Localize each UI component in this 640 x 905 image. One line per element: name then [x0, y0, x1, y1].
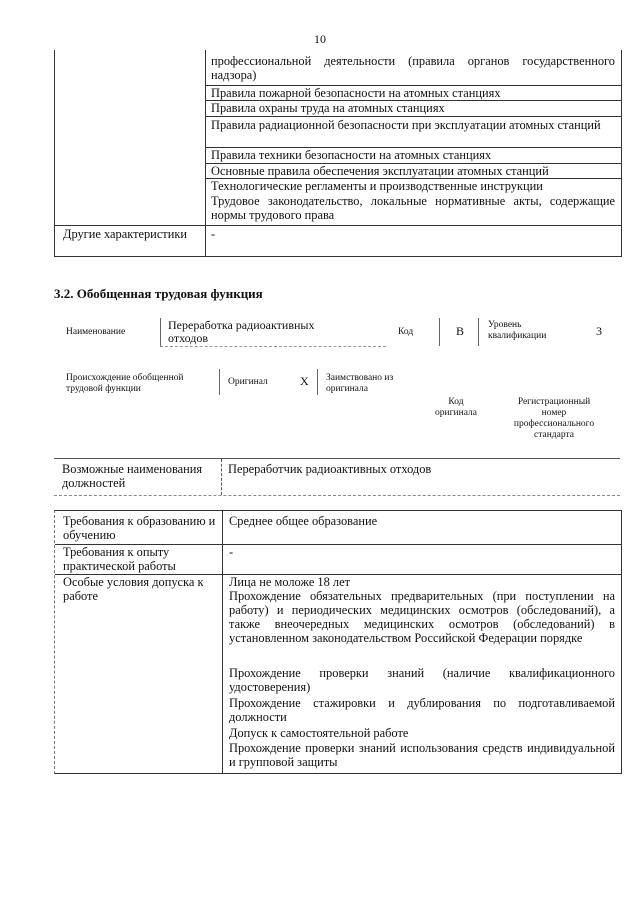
experience-value: - [229, 545, 234, 559]
education-label: Требования к образованию и обучению [63, 514, 216, 542]
original-mark: X [300, 374, 309, 388]
condition-item: Прохождение проверки знаний использования средств индивидуальной и групповой защиты [229, 741, 615, 769]
requirements-table [54, 510, 622, 774]
page-number: 10 [314, 32, 326, 46]
code-label: Код [398, 327, 414, 337]
original-code-label: Код оригинала [435, 397, 477, 418]
origin-label: Происхождение обобщенной трудовой функции [66, 373, 184, 394]
code-value: B [456, 324, 465, 338]
education-value: Среднее общее образование [229, 514, 378, 528]
table-row: Технологические регламенты и производственные инструкции [211, 179, 543, 193]
name-label: Наименование [66, 327, 126, 337]
knowledge-table [54, 50, 622, 257]
condition-item: Прохождение проверки знаний (наличие квалификационного удостоверения) [229, 666, 615, 694]
table-divider [222, 511, 223, 773]
table-row: Правила техники безопасности на атомных станциях [211, 148, 492, 162]
original-label: Оригинал [228, 377, 268, 387]
registration-number-label: Регистрационный номер профессионального стандарта [513, 397, 595, 440]
level-label: Уровень квалификации [488, 320, 547, 341]
condition-item: Лица не моложе 18 лет [229, 575, 351, 589]
table-row: Трудовое законодательство, локальные нормативные акты, содержащие нормы трудового права [211, 194, 615, 222]
positions-label: Возможные наименования должностей [62, 462, 203, 490]
table-row: Основные правила обеспечения эксплуатации атомных станций [211, 164, 549, 178]
level-value: 3 [596, 324, 602, 338]
other-characteristics-value: - [211, 227, 216, 241]
experience-label: Требования к опыту практической работы [63, 545, 176, 573]
table-row: профессиональной деятельности (правила органов государственного надзора) [211, 54, 615, 82]
table-row: Правила радиационной безопасности при эксплуатации атомных станций [211, 118, 601, 132]
other-characteristics-label: Другие характеристики [63, 227, 188, 241]
condition-item: Прохождение стажировки и дублирования по подготавливаемой должности [229, 696, 615, 724]
row-divider [205, 116, 621, 117]
positions-table [54, 458, 620, 496]
positions-value: Переработчик радиоактивных отходов [228, 462, 432, 476]
table-row: Правила охраны труда на атомных станциях [211, 101, 445, 115]
condition-item: Допуск к самостоятельной работе [229, 726, 409, 740]
row-divider [55, 225, 621, 226]
section-title: 3.2. Обобщенная трудовая функция [54, 286, 263, 301]
conditions-label: Особые условия допуска к работе [63, 575, 204, 603]
borrowed-label: Заимствовано из оригинала [326, 373, 394, 394]
table-row: Правила пожарной безопасности на атомных станциях [211, 86, 501, 100]
condition-item: Прохождение обязательных предварительных (при поступлении на работу) и периодических медицинских осмотров (обследований), а также внеочередных медицинских осмотров (обследований) в установленном законодательством Российской Федерации порядке [229, 589, 615, 645]
origin-separator [317, 369, 318, 395]
function-name: Переработка радиоактивных отходов [168, 318, 315, 345]
